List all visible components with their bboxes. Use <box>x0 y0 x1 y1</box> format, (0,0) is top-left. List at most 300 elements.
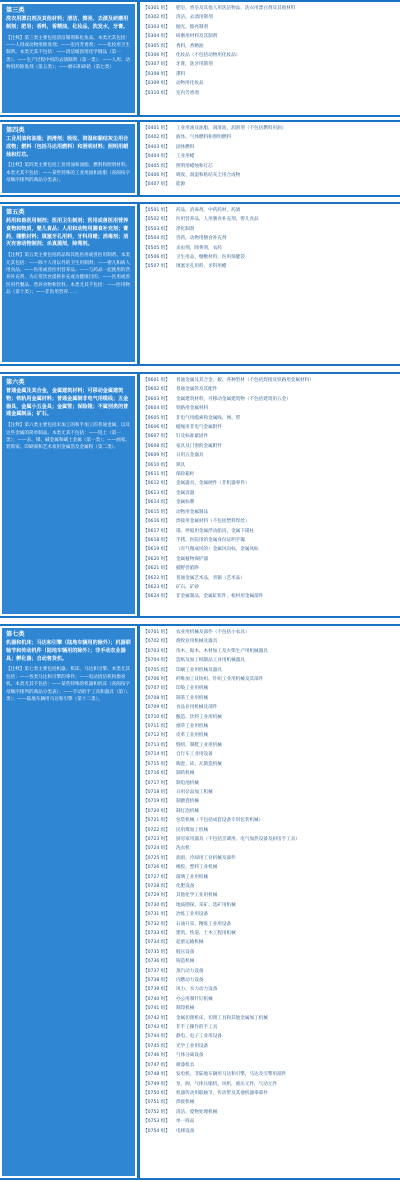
class-description-panel <box>2 124 135 193</box>
group-code: 【0726 组】 <box>143 865 170 871</box>
group-code: 【0740 组】 <box>143 996 170 1002</box>
group-name: 铁路用金属材料 <box>175 406 209 412</box>
group-code: 【0734 组】 <box>143 940 170 946</box>
group-item <box>143 442 398 451</box>
group-name: 抛光、擦亮制剂 <box>175 24 209 30</box>
group-item <box>143 760 398 769</box>
group-name: 制药机械 <box>175 771 195 777</box>
group-list <box>143 376 398 614</box>
group-name: 喷漆机具 <box>175 1062 195 1068</box>
group-code: 【0303 组】 <box>143 24 170 30</box>
group-code: 【0309 组】 <box>143 81 170 87</box>
group-item <box>143 741 398 750</box>
group-name: 化妆品（不包括动物用化妆品） <box>175 53 241 59</box>
class-note: 【注释】第三类主要包括清洁制剂和化妆品。本类尤其包括：——人用或动物用除臭剂；——室内芳香剂；——化妆用卫生制剂。本类尤其不包括：——清洁烟囱用化学制品（第一类）；——生产过程中用的去渍制剂（第一类）；——人用、动物用药除臭剂（第五类）；——磨石和砂轮（第七类） <box>6 35 131 71</box>
group-code: 【0709 组】 <box>143 705 170 711</box>
group-code: 【0719 组】 <box>143 799 170 805</box>
group-code: 【0715 组】 <box>143 761 170 767</box>
group-name: 非电气用缆索和金属线、网、带 <box>175 415 241 421</box>
group-code: 【0744 组】 <box>143 1034 170 1040</box>
group-code: 【0711 组】 <box>143 724 170 730</box>
group-code: 【0403 组】 <box>143 144 170 150</box>
group-name: 非手工操作的手工具 <box>175 1025 218 1031</box>
group-code: 【0712 组】 <box>143 733 170 739</box>
group-item <box>143 70 398 79</box>
group-code: 【0610 组】 <box>143 462 170 468</box>
group-code: 【0752 组】 <box>143 1109 170 1115</box>
class-note: 【注释】第五类主要包括药品和其他医用或兽医用制剂。本类尤其包括：——除个人用以外的卫生用制剂；——婴儿和病人用食品；——医用或兽医用营养品；——与药品一起使用的营养补充剂，为正常饮食提供补充或为健康目的；——医用或兽医用代餐品、营养食物和饮料。本类尤其不包括：——医用物品（第十类）；——非医用营养…… <box>6 253 131 296</box>
group-code: 【0745 组】 <box>143 1043 170 1049</box>
group-name: 金属切削机床，切削工具和其他金属加工机械 <box>175 1015 268 1021</box>
group-item <box>143 1032 398 1041</box>
group-name: 卫生用品，绷敷材料，医用保健袋 <box>175 255 245 261</box>
group-name: 熏料 <box>175 71 186 77</box>
group-name: 牙膏，洗牙用制剂 <box>175 62 213 68</box>
group-item <box>143 262 398 271</box>
group-name: 渔牧业用机械及器具 <box>175 639 218 645</box>
group-name: 皮革工业用机械 <box>175 733 209 739</box>
class-section <box>0 372 400 618</box>
group-item <box>143 1089 398 1098</box>
group-name: 玻璃工业用机械 <box>175 874 209 880</box>
group-code: 【0705 组】 <box>143 667 170 673</box>
group-name: 吸收、润湿和粘结灰尘用合成物 <box>175 173 241 179</box>
group-code: 【0710 组】 <box>143 714 170 720</box>
group-item <box>143 1061 398 1070</box>
group-item <box>143 684 398 693</box>
group-item <box>143 133 398 142</box>
class-note: 【注释】第六类主要包括未加工的和半加工的普通金属，以及这些金属的简单制品。本类尤其不包括：——铝土（第一类）；——汞、锑、碱金属和碱土金属（第一类）；——画家、装饰家、印刷商和艺术家用金属箔及金属粉（第二类）。 <box>6 423 131 451</box>
group-name: 兽药，动物用膳食补充剂 <box>175 236 227 242</box>
group-code: 【0703 组】 <box>143 648 170 654</box>
group-code: 【0751 组】 <box>143 1100 170 1106</box>
class-label: 第三类 <box>6 7 25 14</box>
group-name: 缆绳用非电气金属附件 <box>175 425 222 431</box>
group-code: 【0601 组】 <box>143 378 170 383</box>
group-name: 其他化学工业用机械 <box>175 893 218 899</box>
group-code: 【0714 组】 <box>143 752 170 758</box>
group-name: 橡胶、塑料工业机械 <box>175 865 218 871</box>
group-name: 矿石，矿砂 <box>175 584 199 590</box>
group-list <box>143 124 398 193</box>
group-item <box>143 713 398 722</box>
group-name: 蒸汽动力设备 <box>175 968 204 974</box>
group-code: 【0621 组】 <box>143 566 170 572</box>
group-item <box>143 1023 398 1032</box>
group-code: 【0727 组】 <box>143 874 170 880</box>
group-name: 化肥设备 <box>175 883 195 889</box>
group-name: 金属标牌 <box>175 500 195 506</box>
class-description-panel <box>2 628 135 1176</box>
group-item <box>143 23 398 32</box>
group-item <box>143 489 398 498</box>
group-code: 【0602 组】 <box>143 387 170 393</box>
group-item <box>143 1108 398 1117</box>
group-item <box>143 583 398 592</box>
group-code: 【0738 组】 <box>143 978 170 984</box>
group-code: 【0405 组】 <box>143 163 170 169</box>
group-item <box>143 244 398 253</box>
class-section <box>0 202 400 366</box>
group-name: 印染工业用机械 <box>175 686 209 692</box>
group-code: 【0728 组】 <box>143 883 170 889</box>
group-item <box>143 920 398 929</box>
class-label: 第四类 <box>6 127 25 134</box>
group-code: 【0749 组】 <box>143 1081 170 1087</box>
group-item <box>143 162 398 171</box>
group-item <box>143 206 398 215</box>
group-item <box>143 995 398 1004</box>
group-name: 润滑、冷却用工业机械及部件 <box>175 855 236 861</box>
group-code: 【0730 组】 <box>143 902 170 908</box>
group-item <box>143 395 398 404</box>
group-name: 光学工业用设备 <box>175 1043 209 1049</box>
group-name: 办公用制针钉机械 <box>175 996 213 1002</box>
group-name: 保险箱柜 <box>175 472 195 478</box>
group-code: 【0725 组】 <box>143 855 170 861</box>
group-item <box>143 385 398 394</box>
group-name: 风力、水力动力设备 <box>175 987 218 993</box>
group-item <box>143 517 398 526</box>
group-item <box>143 891 398 900</box>
group-item <box>143 508 398 517</box>
group-name: 印刷工业用机械及器具 <box>175 667 222 673</box>
group-code: 【0622 组】 <box>143 575 170 581</box>
group-code: 【0723 组】 <box>143 836 170 842</box>
group-name: 内燃动力设备 <box>175 978 204 984</box>
group-item <box>143 826 398 835</box>
group-code: 【0619 组】 <box>143 547 170 553</box>
group-item <box>143 703 398 712</box>
group-code: 【0608 组】 <box>143 443 170 449</box>
group-name: 杀虫剂，除莠剂，农药 <box>175 245 222 251</box>
group-item <box>143 722 398 731</box>
group-name: 机器传动用联轴节，传动带及其他机器零部件 <box>175 1090 268 1096</box>
group-item <box>143 779 398 788</box>
group-code: 【0718 组】 <box>143 789 170 795</box>
group-item <box>143 1042 398 1051</box>
group-name: 气体分离设备 <box>175 1053 204 1059</box>
group-name: 农业用机械及部件（不包括小农具） <box>175 630 250 635</box>
group-code: 【0717 组】 <box>143 780 170 786</box>
group-code: 【0754 组】 <box>143 1128 170 1134</box>
group-code: 【0708 组】 <box>143 695 170 701</box>
group-code: 【0618 组】 <box>143 537 170 543</box>
class-description-panel <box>2 206 135 362</box>
group-item <box>143 143 398 152</box>
group-name: 焊接机械 <box>175 1100 195 1106</box>
group-code: 【0750 组】 <box>143 1090 170 1096</box>
group-code: 【0713 组】 <box>143 742 170 748</box>
group-code: 【0624 组】 <box>143 594 170 600</box>
group-item <box>143 225 398 234</box>
group-name: 医用营养品，人用膳食补充剂，婴儿食品 <box>175 217 259 223</box>
group-item <box>143 432 398 441</box>
group-name: 家具及门窗的金属附件 <box>175 443 222 449</box>
group-item <box>143 555 398 564</box>
group-name: 锁具 <box>175 462 186 468</box>
group-item <box>143 835 398 844</box>
divider <box>137 204 140 364</box>
group-item <box>143 234 398 243</box>
group-code: 【0611 组】 <box>143 472 170 478</box>
group-item <box>143 1117 398 1126</box>
group-code: 【0722 组】 <box>143 827 170 833</box>
group-item <box>143 863 398 872</box>
group-code: 【0721 组】 <box>143 818 170 824</box>
group-name: 照明用蜡烛和灯芯 <box>175 163 213 169</box>
group-code: 【0502 组】 <box>143 217 170 223</box>
group-name: （有气微成风的）金属风向标，金属风标 <box>175 547 259 553</box>
group-item <box>143 545 398 554</box>
group-item <box>143 180 398 189</box>
group-item <box>143 60 398 69</box>
group-code: 【0305 组】 <box>143 43 170 49</box>
group-code: 【0616 组】 <box>143 519 170 525</box>
group-code: 【0404 组】 <box>143 154 170 160</box>
group-code: 【0748 组】 <box>143 1072 170 1078</box>
group-item <box>143 985 398 994</box>
group-item <box>143 470 398 479</box>
group-code: 【0612 组】 <box>143 481 170 487</box>
group-item <box>143 967 398 976</box>
group-name: 厨房家用器具（不包括烹调用、电气加热设备及厨房手工具） <box>175 836 300 842</box>
group-name: 铸造机械 <box>175 959 195 965</box>
group-item <box>143 910 398 919</box>
group-item <box>143 938 398 947</box>
group-code: 【0406 组】 <box>143 173 170 179</box>
group-code: 【0603 组】 <box>143 396 170 402</box>
group-item <box>143 479 398 488</box>
group-item <box>143 4 398 13</box>
group-name: 包装机械（不包括成套设备专用包装机械） <box>175 818 264 824</box>
group-name: 起重运输机械 <box>175 940 204 946</box>
group-item <box>143 527 398 536</box>
group-name: 清洁、去渍用制剂 <box>175 15 213 21</box>
group-code: 【0501 组】 <box>143 208 170 213</box>
group-name: 工业用油及油脂，润滑油，润滑剂（不包括燃料用油） <box>175 126 287 131</box>
group-code: 【0503 组】 <box>143 226 170 232</box>
group-code: 【0504 组】 <box>143 236 170 242</box>
class-section <box>0 0 400 117</box>
group-code: 【0609 组】 <box>143 453 170 459</box>
class-description-panel <box>2 376 135 614</box>
group-code: 【0301 组】 <box>143 6 170 11</box>
group-item <box>143 656 398 665</box>
group-name: 液体、气体燃料和照明燃料 <box>175 135 232 141</box>
group-item <box>143 376 398 385</box>
group-code: 【0507 组】 <box>143 264 170 270</box>
group-code: 【0605 组】 <box>143 415 170 421</box>
group-item <box>143 32 398 41</box>
group-code: 【0620 组】 <box>143 556 170 562</box>
group-code: 【0402 组】 <box>143 135 170 141</box>
group-name: 酿造、饮料工业用机械 <box>175 714 222 720</box>
group-name: 食品业用机械及部件 <box>175 705 218 711</box>
group-code: 【0743 组】 <box>143 1025 170 1031</box>
group-item <box>143 666 398 675</box>
group-name: 发电机，非陆地车辆用马达和引擎，马达及引擎用部件 <box>175 1072 287 1078</box>
group-code: 【0737 组】 <box>143 968 170 974</box>
group-code: 【0741 组】 <box>143 1006 170 1012</box>
group-name: 金属容器 <box>175 490 195 496</box>
group-name: 动物用金属制品 <box>175 509 209 515</box>
group-name: 捕野兽陷阱 <box>175 566 199 572</box>
group-name: 建筑、铁道、土木工程用机械 <box>175 931 236 936</box>
group-item <box>143 948 398 957</box>
group-code: 【0702 组】 <box>143 639 170 645</box>
group-code: 【0614 组】 <box>143 500 170 506</box>
group-code: 【0747 组】 <box>143 1062 170 1068</box>
group-item <box>143 901 398 910</box>
group-name: 锚，停船用金属浮动船坞，金属下锚柱 <box>175 528 255 534</box>
class-label: 第六类 <box>6 379 25 386</box>
group-item <box>143 13 398 22</box>
group-item <box>143 788 398 797</box>
group-item <box>143 124 398 133</box>
group-code: 【0606 组】 <box>143 425 170 431</box>
group-item <box>143 976 398 985</box>
group-list <box>143 4 398 113</box>
group-name: 日用杂品加工机械 <box>175 789 213 795</box>
group-code: 【0607 组】 <box>143 434 170 440</box>
group-code: 【0716 组】 <box>143 771 170 777</box>
class-title: 普通金属及其合金，金属建筑材料；可移动金属建筑物；铁轨用金属材料；普通金属制非电气用缆线；五金器具，金属小五金具；金属管；保险箱；不属别类的普通金属制品；矿石。 <box>6 388 129 418</box>
group-name: 动物用化妆品 <box>175 81 204 87</box>
group-item <box>143 1051 398 1060</box>
group-item <box>143 152 398 161</box>
group-item <box>143 253 398 262</box>
group-name: 泵，阀，气体压缩机，风机，液压元件，气动元件 <box>175 1081 278 1087</box>
group-item <box>143 414 398 423</box>
group-item <box>143 404 398 413</box>
group-item <box>143 498 398 507</box>
group-name: 室内芳香剂 <box>175 90 199 96</box>
group-name: 锻压设备 <box>175 949 195 955</box>
group-code: 【0307 组】 <box>143 62 170 68</box>
group-item <box>143 1098 398 1107</box>
group-name: 工业用蜡 <box>175 154 195 160</box>
group-name: 普通金属管及其配件 <box>175 387 218 393</box>
group-name: 焊接用金属材料（不包括塑料焊丝） <box>175 519 250 525</box>
group-code: 【0623 组】 <box>143 584 170 590</box>
group-name: 填塞牙孔用料，牙科用蜡 <box>175 264 227 270</box>
group-name: 金属植物保护器 <box>175 556 209 562</box>
group-item <box>143 1004 398 1013</box>
group-code: 【0739 组】 <box>143 987 170 993</box>
group-name: 单一商品 <box>175 1119 195 1125</box>
group-code: 【0615 组】 <box>143 509 170 515</box>
group-code: 【0310 组】 <box>143 90 170 96</box>
group-code: 【0505 组】 <box>143 245 170 251</box>
class-title: 洗衣用漂白剂及其他材料；清洁、擦亮、去渍及研磨用制剂；肥皂；香料，香精油，化妆品，洗发水，牙膏。 <box>6 16 129 30</box>
group-list <box>143 206 398 362</box>
group-name: 研磨用材料及其制剂 <box>175 34 218 40</box>
group-name: 清洁、废物处理机械 <box>175 1109 218 1115</box>
group-code: 【0736 组】 <box>143 959 170 965</box>
group-name: 冶炼工业用设备 <box>175 912 209 918</box>
group-name: 制搪瓷机械 <box>175 799 199 805</box>
group-item <box>143 694 398 703</box>
group-code: 【0746 组】 <box>143 1053 170 1059</box>
group-name: 非金属制品，金属缸钮件，棺材用金属部件 <box>175 594 264 600</box>
group-code: 【0401 组】 <box>143 126 170 131</box>
group-code: 【0613 组】 <box>143 490 170 496</box>
group-code: 【0617 组】 <box>143 528 170 534</box>
group-item <box>143 647 398 656</box>
group-item <box>143 451 398 460</box>
group-name: 金属器具，金属硬件（非机器零件） <box>175 481 250 487</box>
group-code: 【0506 组】 <box>143 255 170 261</box>
group-item <box>143 957 398 966</box>
group-code: 【0308 组】 <box>143 71 170 77</box>
group-item <box>143 1014 398 1023</box>
group-item <box>143 574 398 583</box>
group-code: 【0701 组】 <box>143 630 170 635</box>
group-item <box>143 882 398 891</box>
group-code: 【0731 组】 <box>143 912 170 918</box>
group-item <box>143 536 398 545</box>
class-label: 第七类 <box>6 631 25 638</box>
group-name: 静电、电子工业用设备 <box>175 1034 222 1040</box>
group-name: 制印机械 <box>175 1006 195 1012</box>
group-item <box>143 89 398 98</box>
divider <box>137 2 140 115</box>
group-name: 固体燃料 <box>175 144 195 150</box>
group-name: 造纸及加工纸制品工业用机械器具 <box>175 658 245 664</box>
group-name: 能源 <box>175 182 186 188</box>
group-name: 制灯泡机械 <box>175 808 199 814</box>
group-code: 【0720 组】 <box>143 808 170 814</box>
group-name: 缝纫、制鞋工业用机械 <box>175 742 222 748</box>
group-code: 【0732 组】 <box>143 921 170 927</box>
group-list <box>143 628 398 1176</box>
group-item <box>143 215 398 224</box>
group-name: 电梯设备 <box>175 1128 195 1134</box>
group-item <box>143 79 398 88</box>
group-name: 伐木、锯木、木材加工及火柴生产用机械器具 <box>175 648 268 654</box>
group-item <box>143 797 398 806</box>
group-code: 【0724 组】 <box>143 846 170 852</box>
class-section <box>0 120 400 197</box>
group-name: 普通金属及其合金、板、各种型材（不包括焊接及铁路用金属材料） <box>175 378 314 383</box>
group-code: 【0707 组】 <box>143 686 170 692</box>
group-name: 地质勘探、采矿、选矿用机械 <box>175 902 236 908</box>
group-code: 【0729 组】 <box>143 893 170 899</box>
divider <box>137 374 140 616</box>
group-item <box>143 628 398 637</box>
group-code: 【0704 组】 <box>143 658 170 664</box>
group-code: 【0407 组】 <box>143 182 170 188</box>
group-item <box>143 1080 398 1089</box>
group-item <box>143 731 398 740</box>
group-name: 自行车工业用设备 <box>175 752 213 758</box>
class-title: 药用和兽医用制剂；医用卫生制剂；医用或兽医用营养食物和物质，婴儿食品；人用和动物用膳食补充剂；膏药，绷敷材料；填塞牙孔用料，牙科用蜡；消毒剂；消灭有害动物制剂；杀真菌剂，除莠剂。 <box>6 218 129 248</box>
class-note: 【注释】第七类主要包括机器、机床、马达和引擎。本类尤其包括：——各类马达和引擎的零件；——电动清洁机和擦亮机。本类尤其不包括：——某些特殊的机器和机床（查阅按字母顺序排列的商品分类表）；——手动的手工具和器具（第八类）；——陆地车辆用马达和引擎（第十二类）。 <box>6 667 131 703</box>
group-item <box>143 171 398 180</box>
group-item <box>143 564 398 573</box>
group-item <box>143 844 398 853</box>
group-code: 【0604 组】 <box>143 406 170 412</box>
group-item <box>143 1127 398 1136</box>
group-name: 香料，香精油 <box>175 43 204 49</box>
divider <box>137 626 140 1178</box>
group-code: 【0753 组】 <box>143 1119 170 1125</box>
group-name: 日用五金器具 <box>175 453 204 459</box>
group-item <box>143 769 398 778</box>
group-item <box>143 929 398 938</box>
group-name: 纤维加工及纺织、针织工业用机械及其部件 <box>175 677 264 683</box>
